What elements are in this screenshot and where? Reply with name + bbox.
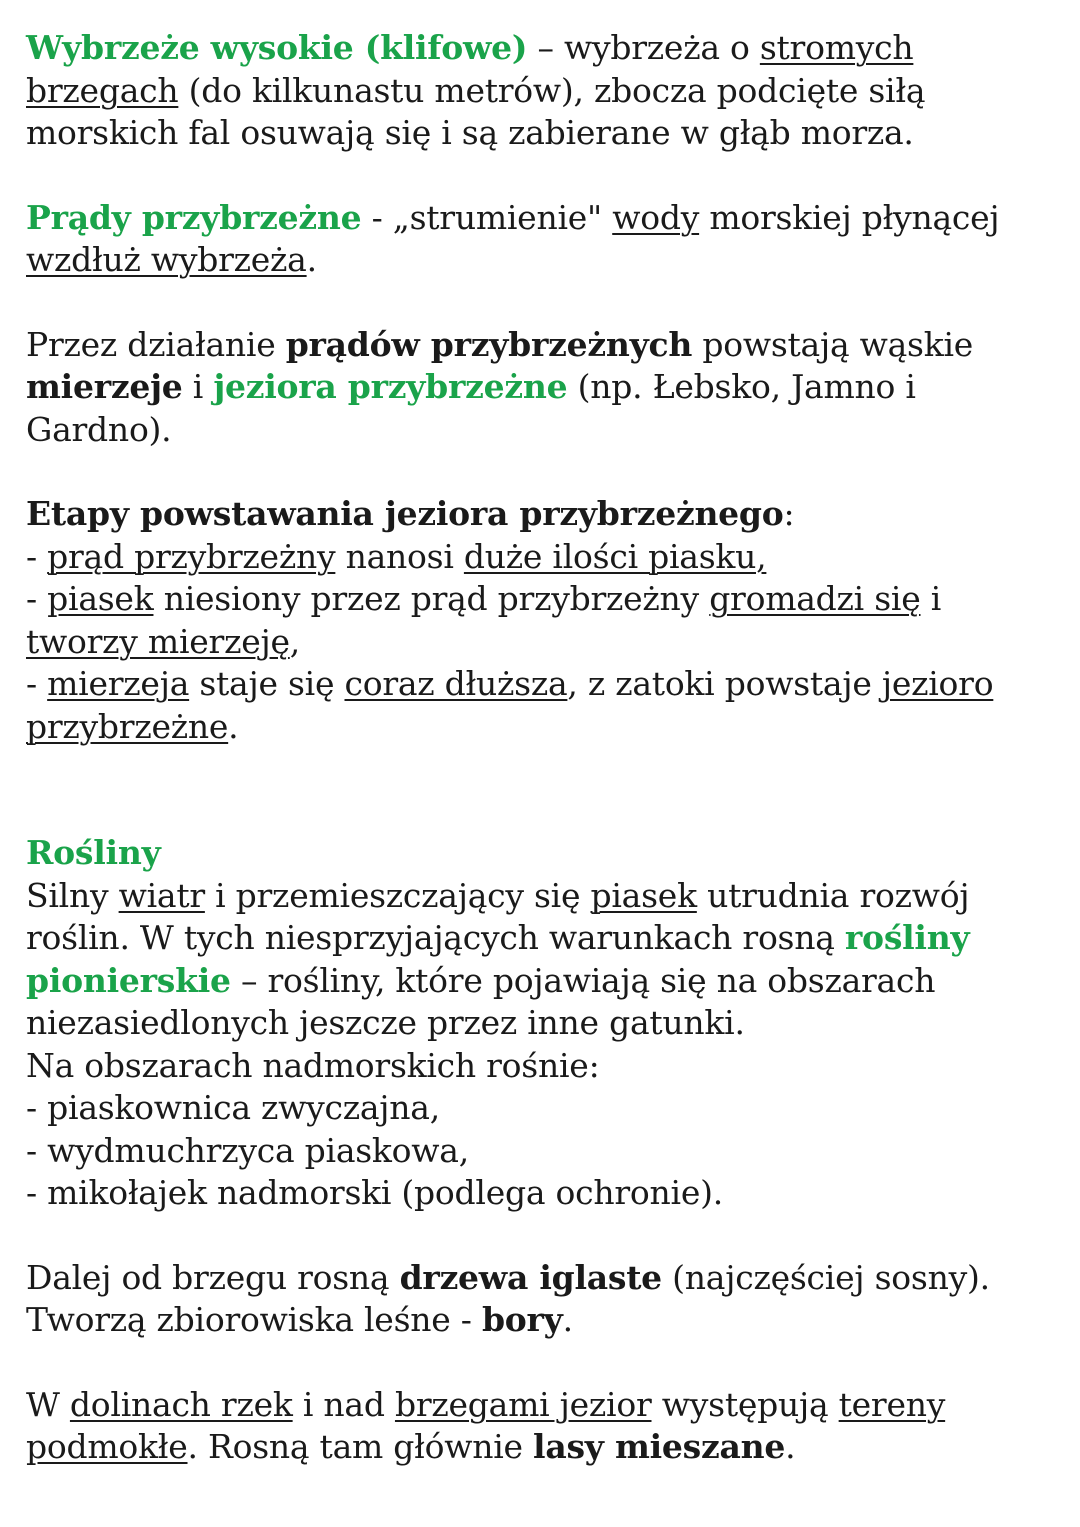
list-dash: - <box>26 536 48 576</box>
text-fragment: – rośliny, które pojawiają się na obszarach niezasiedlonych jeszcze przez inne gatunki. <box>26 960 936 1042</box>
paragraph-spits-lakes <box>26 324 1054 452</box>
term-coastal-currents: Prądy przybrzeżne <box>26 197 362 237</box>
text-fragment: - „strumienie" <box>361 197 613 237</box>
underlined-water: wody <box>612 197 700 237</box>
underlined-current: prąd przybrzeżny <box>47 536 336 576</box>
paragraph-coastal-currents <box>26 197 1054 282</box>
heading-plants <box>26 832 1054 875</box>
heading-lake-stages <box>26 493 1054 536</box>
text-fragment: nanosi <box>335 536 464 576</box>
bold-conifers: drzewa iglaste <box>399 1257 662 1297</box>
underlined-wind: wiatr <box>118 875 205 915</box>
list-item-stage-1 <box>26 536 1054 579</box>
text-fragment: i <box>182 367 214 406</box>
list-item-stage-3 <box>26 663 1054 748</box>
text-fragment: staje się <box>189 664 345 703</box>
paragraph-pioneer-plants <box>26 875 1054 1045</box>
list-dash: - <box>26 664 48 703</box>
underlined-sand: piasek <box>47 579 154 618</box>
spacer <box>26 1215 1054 1257</box>
text-fragment: . <box>228 706 239 746</box>
underlined-accumulates: gromadzi się <box>709 579 921 618</box>
spacer <box>26 748 1054 832</box>
text-fragment: . <box>562 1300 573 1339</box>
text-fragment: , <box>289 621 300 661</box>
bold-spits: mierzeje <box>26 367 183 406</box>
term-coastal-lakes: jeziora przybrzeżne <box>213 367 568 406</box>
text-fragment: , z zatoki powstaje <box>567 664 882 703</box>
bold-lake-stages-title: Etapy powstawania jeziora przybrzeżnego <box>26 494 784 533</box>
text-fragment: Przez działanie <box>26 324 286 364</box>
text-fragment: : <box>783 494 795 533</box>
list-dash: - <box>26 579 48 618</box>
spacer <box>26 155 1054 197</box>
spacer <box>26 282 1054 324</box>
text-fragment: i <box>920 579 942 618</box>
list-item-plant: - wydmuchrzyca piaskowa, <box>26 1130 469 1170</box>
text-fragment: (np. Łebsko, Jamno i Gardno). <box>26 367 916 449</box>
underlined-sand: piasek <box>590 875 697 915</box>
paragraph-high-coast <box>26 27 1054 155</box>
text-fragment: – wybrzeża o <box>527 28 760 67</box>
text-fragment: . Rosną tam głównie <box>187 1427 534 1466</box>
term-high-coast: Wybrzeże wysokie (klifowe) <box>26 28 528 67</box>
spacer <box>26 451 1054 493</box>
list-item-plant: - piaskownica zwyczajna, <box>26 1088 440 1127</box>
text-fragment: powstają wąskie <box>692 324 974 364</box>
underlined-along-coast: wzdłuż wybrzeża <box>26 240 307 279</box>
underlined-river-valleys: dolinach rzek <box>69 1384 293 1424</box>
term-pioneer-plants: rośliny pionierskie <box>26 918 970 1000</box>
text-fragment: i nad <box>292 1384 395 1424</box>
underlined-forms-spit: tworzy mierzeję <box>26 621 290 661</box>
underlined-spit: mierzeja <box>47 664 190 703</box>
paragraph-coastal-plants-intro: Na obszarach nadmorskich rośnie: <box>26 1045 600 1085</box>
underlined-steep-shores: stromych brzegach <box>26 28 914 110</box>
text-fragment: . <box>785 1427 796 1466</box>
text-fragment: występują <box>651 1384 839 1424</box>
text-fragment: . <box>306 240 317 279</box>
list-item-plant: - mikołajek nadmorski (podlega ochronie). <box>26 1173 723 1212</box>
text-fragment: niesiony przez prąd przybrzeżny <box>153 579 710 618</box>
underlined-wetlands: tereny podmokłe <box>26 1384 946 1466</box>
spacer <box>26 1342 1054 1384</box>
bold-bory: bory <box>481 1300 563 1339</box>
paragraph-conifers <box>26 1257 1054 1342</box>
term-plants: Rośliny <box>26 833 161 872</box>
underlined-longer: coraz dłuższa <box>344 664 568 703</box>
text-fragment: (do kilkunastu metrów), zbocza podcięte siłą morskich fal osuwają się i są zabierane w głąb morza. <box>26 70 926 152</box>
text-fragment: Silny <box>26 875 119 915</box>
bold-coastal-currents: prądów przybrzeżnych <box>285 324 693 364</box>
text-fragment: utrudnia rozwój roślin. W tych niesprzyjających warunkach rosną <box>26 875 970 957</box>
underlined-coastal-lake: jezioro przybrzeżne <box>26 664 994 746</box>
list-item-stage-2 <box>26 578 1054 663</box>
paragraph-wetlands <box>26 1384 1054 1469</box>
text-fragment: Dalej od brzegu rosną <box>26 1257 400 1297</box>
underlined-sand-amount: duże ilości piasku, <box>463 536 767 576</box>
underlined-lake-shores: brzegami jezior <box>394 1384 652 1424</box>
bold-mixed-forests: lasy mieszane <box>533 1427 786 1466</box>
text-fragment: i przemieszczający się <box>204 875 591 915</box>
text-fragment: morskiej płynącej <box>699 197 1000 237</box>
text-fragment: (najczęściej sosny). Tworzą zbiorowiska leśne - <box>26 1257 990 1339</box>
text-fragment: W <box>26 1384 70 1424</box>
